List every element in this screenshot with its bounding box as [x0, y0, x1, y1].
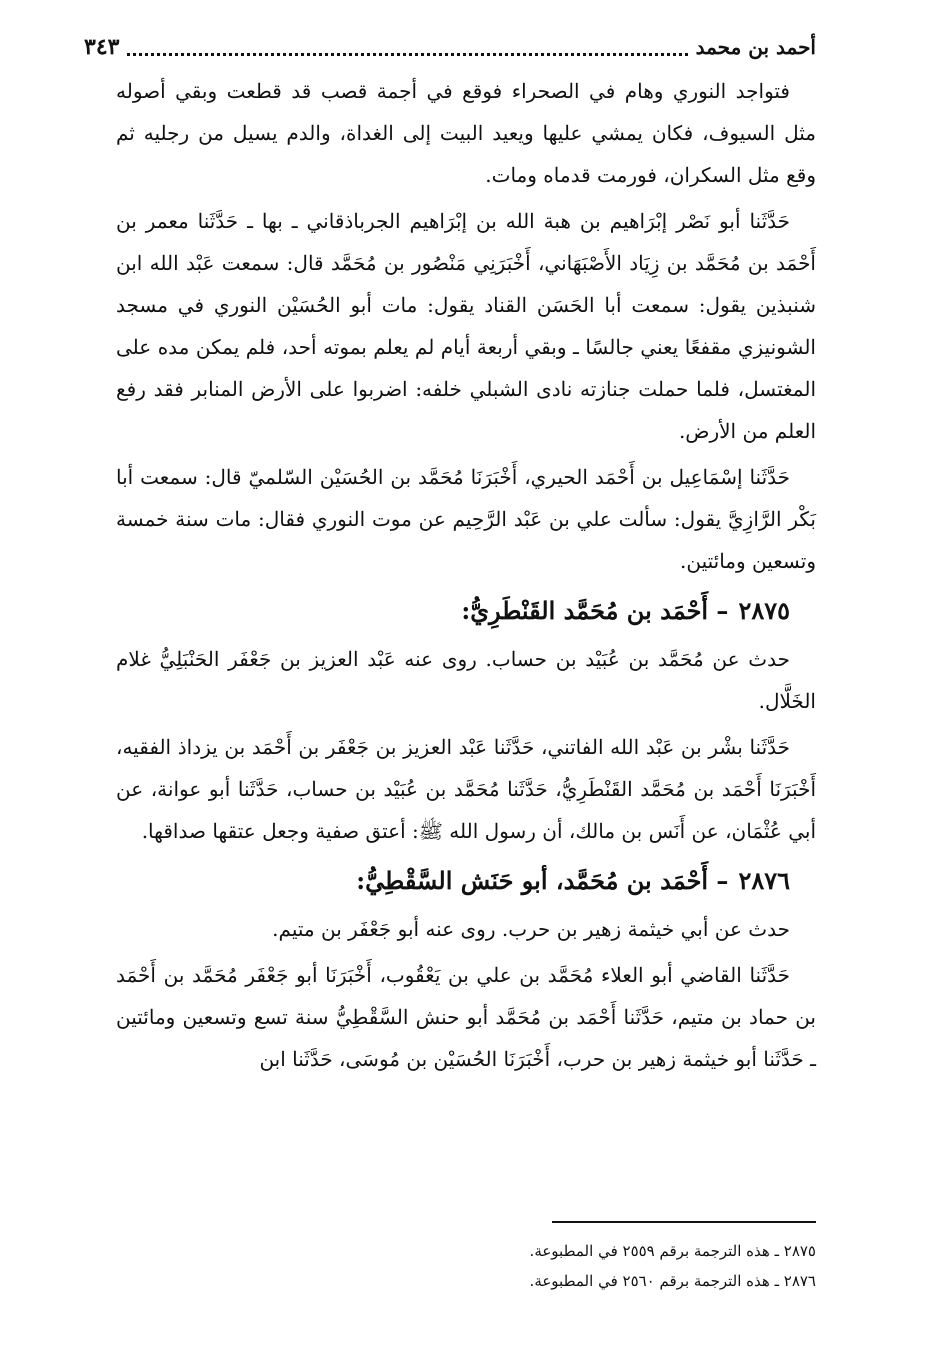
paragraph: حَدَّثَنا القاضي أبو العلاء مُحَمَّد بن علي بن يَعْقُوب، أَخْبَرَنَا أبو جَعْفَر مُحَمَّد بن أَحْمَد بن حماد بن متيم، حَدَّثَنا أَحْمَد بن مُحَمَّد أبو حنش السَّقْطِيُّ سنة تسع وتسعين ومائتين ـ حَدَّثَنا أبو خيثمة زهير بن حرب، أَخْبَرَنَا الحُسَيْن بن مُوسَى، حَدَّثَنا ابن: [116, 963, 816, 1071]
paragraph: حدث عن مُحَمَّد بن عُبَيْد بن حساب. روى عنه عَبْد العزيز بن جَعْفَر الحَنْبَلِيُّ غلام الخَلَّال.: [116, 647, 816, 713]
paragraph: حدث عن أبي خيثمة زهير بن حرب. روى عنه أبو جَعْفَر بن متيم.: [272, 917, 790, 941]
footnotes: [116, 1236, 816, 1296]
entry-name: أَحْمَد بن مُحَمَّد، أبو حَنَش السَّقْطِيُّ:: [356, 866, 709, 895]
footnote-divider: [552, 1221, 816, 1223]
paragraph: فتواجد النوري وهام في الصحراء فوقع في أجمة قصب قد قطعت وبقي أصوله مثل السيوف، فكان يمشي عليها ويعيد البيت إلى الغداة، والدم يسيل من رجليه ثم وقع مثل السكران، فورمت قدماه ومات.: [116, 79, 816, 187]
running-head-title: أحمد بن محمد: [695, 35, 816, 59]
running-head-dots: [127, 39, 687, 56]
paragraph: حَدَّثَنا بشْر بن عَبْد الله الفاتني، حَدَّثَنا عَبْد العزيز بن جَعْفَر بن أَحْمَد بن يزداذ الفقيه، أَخْبَرَنَا أَحْمَد بن مُحَمَّد القَنْطَرِيُّ، حَدَّثَنا مُحَمَّد بن عُبَيْد بن حساب، حَدَّثَنا أبو عوانة، عن أبي عُثْمَان، عن أَنَس بن مالك، أن رسول الله ﷺ: أعتق صفية وجعل عتقها صداقها.: [116, 735, 816, 843]
paragraph: حَدَّثَنا أبو نَصْر إبْرَاهيم بن هبة الله بن إبْرَاهيم الجرباذقاني ـ بها ـ حَدَّثَنا معمر بن أَحْمَد بن مُحَمَّد بن زِيَاد الأَصْبَهَاني، أَخْبَرَنِي مَنْصُور بن مُحَمَّد قال: سمعت عَبْد الله ابن شنبذين يقول: سمعت أبا الحَسَن القناد يقول: مات أبو الحُسَيْن النوري في مسجد الشونيزي مقفعًا يعني جالسًا ـ وبقي أربعة أيام لم يعلم بموته أحد، فلم يمكن مده على المغتسل، فلما حملت جنازته نادى الشبلي خلفه: اضربوا على الأرض المنابر فقد رفع العلم من الأرض.: [116, 209, 816, 443]
main-text: [116, 70, 816, 1084]
entry-number: ٢٨٧٦: [738, 866, 790, 895]
footnote: ٢٨٧٥ ـ هذه الترجمة برقم ٢٥٥٩ في المطبوعة.: [529, 1242, 816, 1260]
footnote: ٢٨٧٦ ـ هذه الترجمة برقم ٢٥٦٠ في المطبوعة.: [529, 1272, 816, 1290]
running-head: [84, 30, 816, 64]
entry-heading: ٢٨٧٥– أَحْمَد بن مُحَمَّد القَنْطَرِيُّ:: [461, 596, 790, 625]
entry-name: أَحْمَد بن مُحَمَّد القَنْطَرِيُّ:: [461, 596, 709, 625]
entry-number: ٢٨٧٥: [738, 596, 790, 625]
entry-heading: ٢٨٧٦– أَحْمَد بن مُحَمَّد، أبو حَنَش السَّقْطِيُّ:: [356, 866, 790, 895]
page-number: ٣٤٣: [84, 34, 120, 60]
paragraph: حَدَّثَنا إسْمَاعِيل بن أَحْمَد الحيري، أَخْبَرَنَا مُحَمَّد بن الحُسَيْن السّلميّ قال: سمعت أبا بَكْر الرَّازِيَّ يقول: سألت علي بن عَبْد الرَّحِيم عن موت النوري فقال: مات سنة خمسة وتسعين ومائتين.: [116, 465, 816, 573]
